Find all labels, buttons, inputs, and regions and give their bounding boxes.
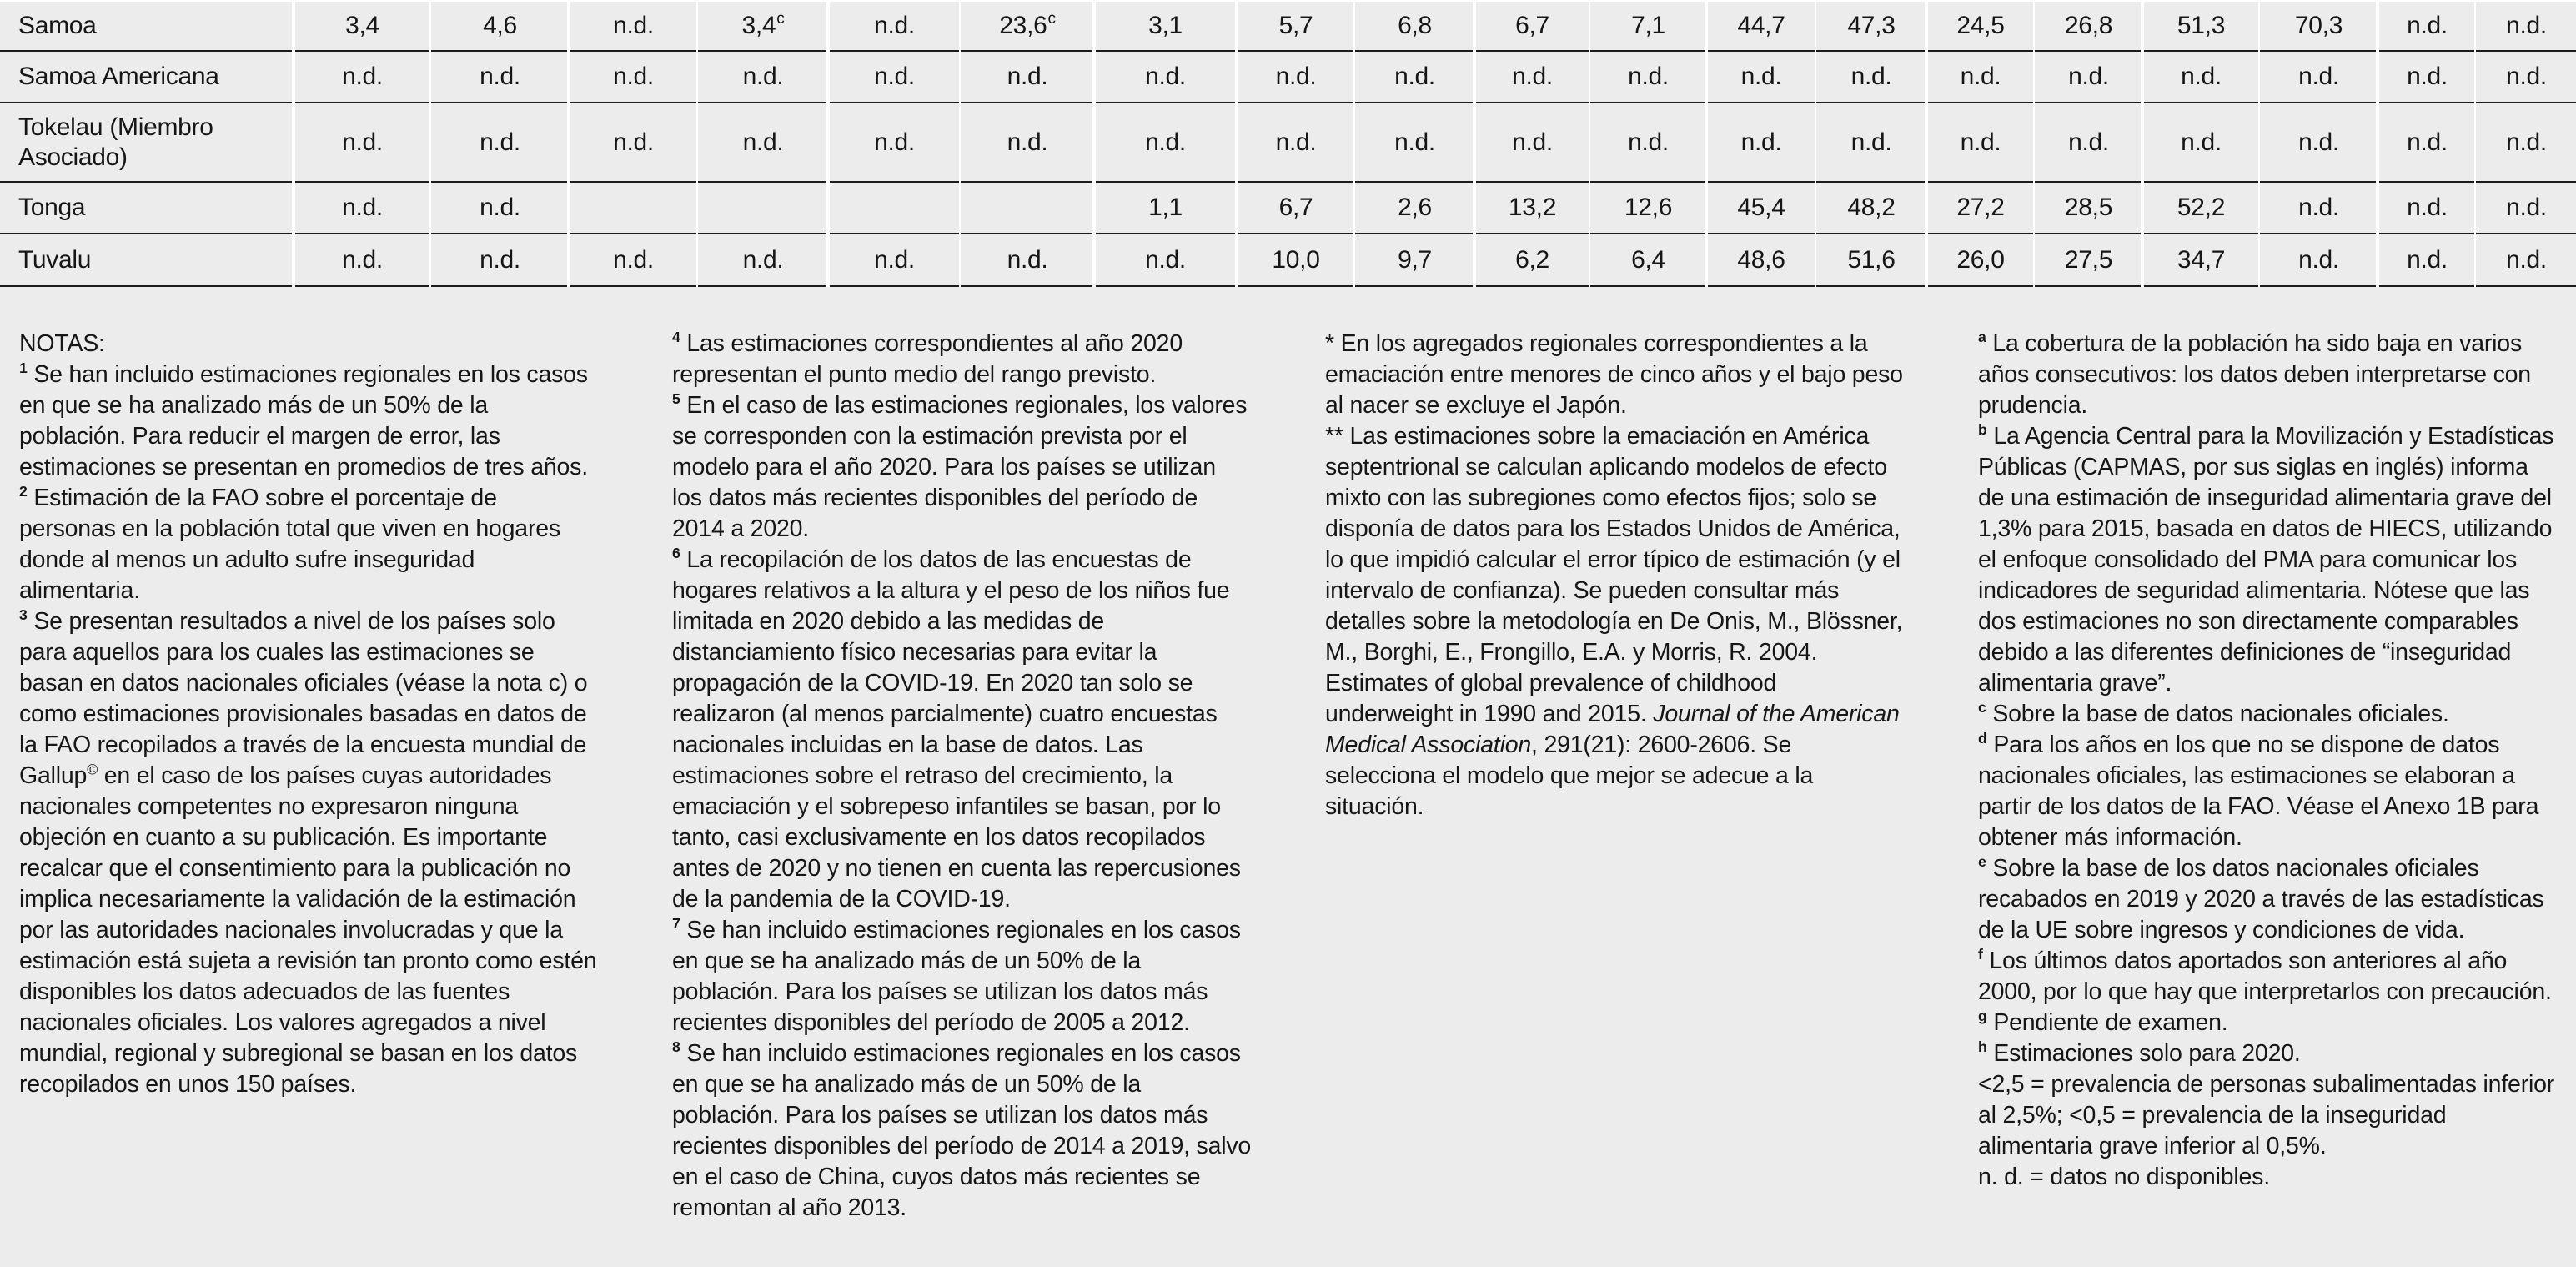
footnote-ref: c [1047, 9, 1056, 28]
value-cell: n.d. [742, 63, 784, 90]
value-cell: 44,7 [1737, 12, 1785, 39]
value-cell: n.d. [342, 245, 383, 274]
footnote: $^c$ Sobre la base de datos nacionales oficiales. [1978, 698, 2449, 727]
value-cell: n.d. [1007, 63, 1048, 90]
country-name: Tuvalu [18, 245, 92, 274]
value-cell: 6,8 [1398, 12, 1432, 39]
footnote-marker: c [1978, 698, 1986, 716]
group-separator-line [1705, 0, 1708, 287]
column-separator-line [959, 0, 961, 287]
group-separator-line [2376, 0, 2379, 287]
value-cell: 6,2 [1515, 245, 1549, 274]
column-separator-line [2474, 0, 2476, 287]
value-cell: n.d. [1394, 128, 1435, 156]
country-name: Tokelau (Miembro Asociado) [18, 113, 213, 171]
value-cell: n.d. [2506, 194, 2547, 221]
table-row [0, 183, 2576, 234]
value-cell: 6,7 [1515, 12, 1549, 39]
value-cell: 1,1 [1148, 194, 1183, 221]
italic-text: Journal of the American Medical Association [1325, 701, 1900, 758]
value-cell: 2,6 [1398, 194, 1432, 221]
value-cell: n.d. [2181, 63, 2222, 90]
value-cell: n.d. [1740, 128, 1782, 156]
country-table-body [0, 2, 2576, 287]
footnote-marker: a [1978, 328, 1986, 345]
value-cell: 47,3 [1847, 12, 1896, 39]
value-cell: n.d. [1275, 63, 1317, 90]
footnote-marker: 8 [672, 1038, 680, 1055]
value-cell: 26,8 [2064, 12, 2113, 39]
group-separator-line [826, 0, 830, 287]
footnote-marker: 3 [19, 606, 28, 623]
value-cell: 27,5 [2064, 245, 2113, 274]
column-separator-line [1589, 0, 1590, 287]
footnote-marker: * [1325, 330, 1334, 357]
value-cell: 70,3 [2294, 12, 2343, 39]
value-cell: 9,7 [1398, 245, 1432, 274]
value-cell: 52,2 [2177, 194, 2226, 221]
table-row [0, 103, 2576, 183]
notes-column-1 [19, 329, 599, 1100]
value-cell: n.d. [2298, 63, 2339, 90]
value-cell: n.d. [1628, 128, 1669, 156]
value-cell: 6,4 [1631, 245, 1665, 274]
footnote-marker: g [1978, 1007, 1987, 1024]
value-cell: n.d. [1145, 128, 1186, 156]
value-cell: 7,1 [1631, 12, 1665, 39]
value-cell: n.d. [480, 63, 520, 90]
group-separator-line [2141, 0, 2144, 287]
superscript-text: © [87, 761, 98, 778]
value-cell: n.d. [342, 194, 383, 221]
value-cell: n.d. [874, 63, 915, 90]
value-cell: n.d. [1960, 63, 2001, 90]
value-cell: 6,7 [1278, 194, 1313, 221]
value-cell: n.d. [613, 63, 654, 90]
group-separator-line [567, 0, 570, 287]
footnote-ref: c [776, 9, 785, 28]
value-cell: 24,5 [1956, 12, 2005, 39]
value-cell: n.d. [2506, 12, 2547, 39]
footnote: $^1$ Se han incluido estimaciones regionales en los casos en que se ha analizado más de un 50% de la población. Para reducir el margen de error, las estimaciones se presentan en promedios de tres años. [19, 359, 588, 480]
footnote-marker: 2 [19, 482, 28, 500]
value-cell: n.d. [1394, 63, 1435, 90]
notes-title: NOTAS: [19, 330, 105, 357]
notes-column-2 [672, 329, 1252, 1224]
value-cell: 51,3 [2177, 12, 2226, 39]
value-cell [828, 183, 961, 233]
footnote: $^a$ La cobertura de la población ha sido baja en varios años consecutivos: los datos deben interpretarse con prudencia. [1978, 328, 2531, 419]
footnote-marker: d [1978, 729, 1987, 747]
footnote: $^e$ Sobre la base de los datos nacionales oficiales recabados en 2019 y 2020 a través de las estadísticas de la UE sobre ingresos y condiciones de vida. [1978, 852, 2544, 943]
footnote-marker: 6 [672, 544, 680, 561]
value-cell: n.d. [2068, 63, 2109, 90]
value-cell: 26,0 [1956, 245, 2005, 274]
footnote: $^b$ La Agencia Central para la Movilización y Estadísticas Públicas (CAPMAS, por sus siglas en inglés) informa de una estimación de inseguridad alimentaria grave del 1,3% para 2015, basada en datos de HIECS, utilizando el enfoque consolidado del PMA para comunicar los indicadores de seguridad alimentaria. Nótese que las dos estimaciones no son directamente comparables debido a las diferentes definiciones de “inseguridad alimentaria grave”. [1978, 420, 2554, 696]
value-cell: n.d. [2181, 128, 2222, 156]
value-cell: n.d. [1740, 63, 1782, 90]
value-cell: n.d. [742, 245, 784, 274]
value-cell: n.d. [2298, 245, 2339, 274]
value-cell: n.d. [2407, 12, 2448, 39]
group-separator-line [1235, 0, 1238, 287]
value-cell: n.d. [2407, 194, 2448, 221]
value-cell: n.d. [613, 245, 654, 274]
column-separator-line [696, 0, 698, 287]
value-cell: n.d. [874, 12, 915, 39]
table-row [0, 234, 2576, 287]
footnote: $^7$ Se han incluido estimaciones regionales en los casos en que se ha analizado más de un 50% de la población. Para los países se utilizan los datos más recientes disponibles del período de 2005 a 2012. [672, 914, 1241, 1036]
footnote: * En los agregados regionales correspondientes a la emaciación entre menores de cinco años y el bajo peso al nacer se excluye el Japón. [1325, 330, 1903, 419]
value-cell: 27,2 [1956, 194, 2005, 221]
footnote-marker: 5 [672, 390, 680, 407]
footnote-marker: ** [1325, 423, 1343, 450]
group-separator-line [292, 0, 295, 287]
value-cell: n.d. [2298, 128, 2339, 156]
footnote: $^g$ Pendiente de examen. [1978, 1007, 2228, 1036]
value-cell: n.d. [1007, 245, 1048, 274]
footnote: $^d$ Para los años en los que no se dispone de datos nacionales oficiales, las estimaciones se elaboran a partir de los datos de la FAO. Véase el Anexo 1B para obtener más información. [1978, 729, 2539, 851]
footnote: $^4$ Las estimaciones correspondientes al año 2020 representan el punto medio del rango previsto. [672, 328, 1183, 388]
value-cell: n.d. [2506, 245, 2547, 274]
footnote: $^8$ Se han incluido estimaciones regionales en los casos en que se ha analizado más de un 50% de la población. Para los países se utilizan los datos más recientes disponibles del período de 2014 a 2019, salvo en el caso de China, cuyos datos más recientes se remontan al año 2013. [672, 1038, 1252, 1221]
notes-column-3 [1325, 329, 1905, 822]
table-row [0, 2, 2576, 52]
value-cell: n.d. [2407, 245, 2448, 274]
footnote-marker: 7 [672, 914, 680, 932]
column-separator-line [2258, 0, 2260, 287]
value-cell: n.d. [1628, 63, 1669, 90]
footnote-marker: h [1978, 1038, 1987, 1055]
value-cell: n.d. [1850, 128, 1892, 156]
country-data-table [0, 0, 2576, 287]
value-cell: n.d. [874, 245, 915, 274]
value-cell: 3,4 [345, 12, 379, 39]
value-cell: n.d. [613, 12, 654, 39]
value-cell: 12,6 [1624, 194, 1673, 221]
value-cell: n.d. [1007, 128, 1048, 156]
column-separator-line [1353, 0, 1355, 287]
value-cell: 51,6 [1847, 245, 1896, 274]
footnote: $^5$ En el caso de las estimaciones regionales, los valores se corresponden con la estimación prevista por el modelo para el año 2020. Para los países se utilizan los datos más recientes disponibles del período de 2014 a 2020. [672, 390, 1248, 542]
value-cell: 48,6 [1737, 245, 1785, 274]
value-cell: 4,6 [483, 12, 517, 39]
value-cell: n.d. [1850, 63, 1892, 90]
notes-column-4 [1978, 329, 2558, 1193]
value-cell: n.d. [874, 128, 915, 156]
group-separator-line [1925, 0, 1928, 287]
value-cell: 10,0 [1272, 245, 1320, 274]
value-cell: n.d. [342, 63, 383, 90]
footnote-marker: f [1978, 945, 1983, 963]
value-cell: 5,7 [1278, 12, 1313, 39]
value-cell: n.d. [342, 128, 383, 156]
value-cell: n.d. [480, 194, 520, 221]
footnote: $^h$ Estimaciones solo para 2020. [1978, 1038, 2301, 1067]
column-separator-line [429, 0, 431, 287]
notes-section [19, 329, 2558, 1224]
footnote: $^6$ La recopilación de los datos de las encuestas de hogares relativos a la altura y el peso de los niños fue limitada en 2020 debido a las medidas de distanciamiento físico necesarias para evitar la propagación de la COVID-19. En 2020 tan solo se realizaron (al menos parcialmente) cuatro encuestas nacionales incluidas en la base de datos. Las estimaciones sobre el retraso del crecimiento, la emaciación y el sobrepeso infantiles se basan, por lo tanto, casi exclusivamente en los datos recopilados antes de 2020 y no tienen en cuenta las repercusiones de la pandemia de la COVID-19. [672, 544, 1241, 913]
footnote-marker: e [1978, 852, 1986, 870]
country-name: Samoa [18, 12, 97, 39]
footnote: n. d. = datos no disponibles. [1978, 1164, 2270, 1190]
footnote-marker: 4 [672, 328, 680, 345]
value-cell: n.d. [480, 128, 520, 156]
value-cell: n.d. [1512, 63, 1553, 90]
value-cell: 3,4 c [741, 9, 785, 39]
value-cell: n.d. [742, 128, 784, 156]
value-cell [569, 183, 698, 233]
value-cell: 34,7 [2177, 245, 2226, 274]
footnote: $^f$ Los últimos datos aportados son anteriores al año 2000, por lo que hay que interpretarlos con precaución. [1978, 945, 2552, 1005]
value-cell: n.d. [2298, 194, 2339, 221]
value-cell: n.d. [613, 128, 654, 156]
value-cell: n.d. [1512, 128, 1553, 156]
value-cell: 3,1 [1148, 12, 1183, 39]
footnote-marker: 1 [19, 359, 28, 376]
column-separator-line [1815, 0, 1816, 287]
footnote-marker: b [1978, 420, 1987, 438]
group-separator-line [1473, 0, 1476, 287]
column-separator-line [2033, 0, 2035, 287]
value-cell: n.d. [2506, 63, 2547, 90]
value-cell: 23,6 c [999, 9, 1056, 39]
footnote: ** Las estimaciones sobre la emaciación en América septentrional se calculan aplicando modelos de efecto mixto con las subregiones como efectos fijos; solo se disponía de datos para los Estados Unidos de América, lo que impidió calcular el error típico de estimación (y el intervalo de confianza). Se pueden consultar más detalles sobre la metodología en De Onis, M., Blössner, M., Borghi, E., Frongillo, E.A. y Morris, R. 2004. Estimates of global prevalence of childhood underweight in 1990 and 2015. Journal of the American Medical Association, 291(21): 2600-2606. Se selecciona el modelo que mejor se adecue a la situación. [1325, 423, 1903, 820]
value-cell [961, 183, 1094, 233]
country-name: Tonga [18, 194, 86, 221]
table-row [0, 52, 2576, 103]
value-cell: 13,2 [1508, 194, 1557, 221]
value-cell: 48,2 [1847, 194, 1896, 221]
country-name: Samoa Americana [18, 63, 219, 90]
value-cell [698, 183, 828, 233]
value-cell: n.d. [2407, 128, 2448, 156]
value-cell: n.d. [1145, 245, 1186, 274]
footnote: $^2$ Estimación de la FAO sobre el porcentaje de personas en la población total que viven en hogares donde al menos un adulto sufre inseguridad alimentaria. [19, 482, 560, 604]
value-cell: n.d. [1145, 63, 1186, 90]
value-cell: n.d. [1960, 128, 2001, 156]
value-cell: 28,5 [2064, 194, 2113, 221]
value-cell: 45,4 [1737, 194, 1785, 221]
value-cell: n.d. [480, 245, 520, 274]
footnote: <2,5 = prevalencia de personas subalimentadas inferior al 2,5%; <0,5 = prevalencia de la inseguridad alimentaria grave inferior al 0,5%. [1978, 1071, 2555, 1159]
value-cell: n.d. [2407, 63, 2448, 90]
group-separator-line [1092, 0, 1096, 287]
footnote: $^3$ Se presentan resultados a nivel de los países solo para aquellos para los cuales las estimaciones se basan en datos nacionales oficiales (véase la nota c) o como estimaciones provisionales basadas en datos de la FAO recopilados a través de la encuesta mundial de Gallup© en el caso de los países cuyas autoridades nacionales competentes no expresaron ninguna objeción en cuanto a su publicación. Es importante recalcar que el consentimiento para la publicación no implica necesariamente la validación de la estimación por las autoridades nacionales involucradas y que la estimación está sujeta a revisión tan pronto como estén disponibles los datos adecuados de las fuentes nacionales oficiales. Los valores agregados a nivel mundial, regional y subregional se basan en los datos recopilados en unos 150 países. [19, 606, 597, 1098]
value-cell: n.d. [2068, 128, 2109, 156]
value-cell: n.d. [2506, 128, 2547, 156]
value-cell: n.d. [1275, 128, 1317, 156]
